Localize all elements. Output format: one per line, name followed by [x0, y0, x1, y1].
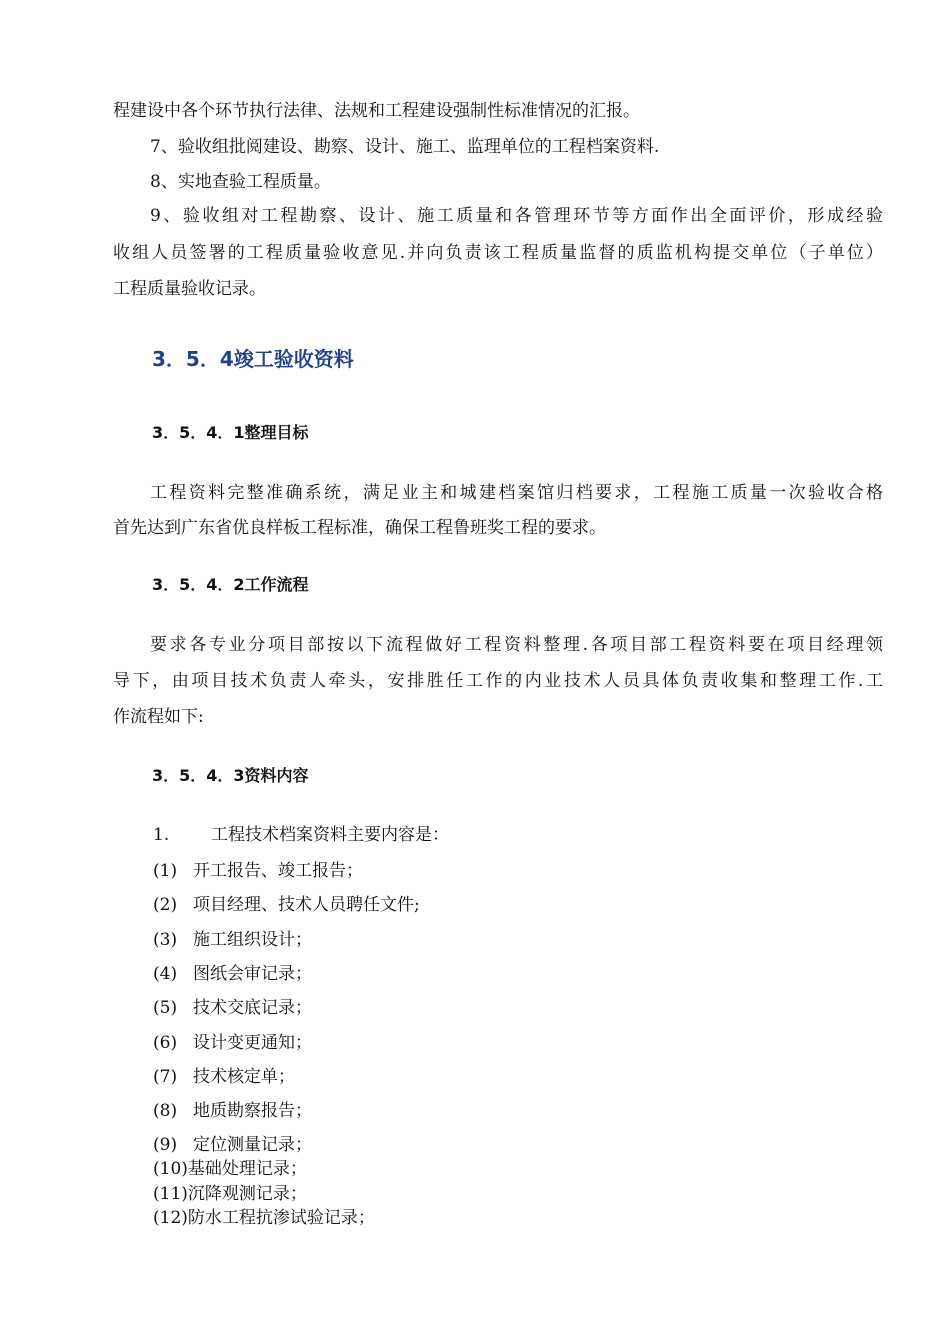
- paragraph-line: 程建设中各个环节执行法律、法规和工程建设强制性标准情况的汇报。: [113, 101, 640, 121]
- paragraph-line: 工程质量验收记录。: [113, 279, 266, 299]
- paragraph-line: 收组人员签署的工程质量验收意见.并向负责该工程质量监督的质监机构提交单位（子单位）: [113, 243, 883, 263]
- subsection-heading: 3．5．4．1整理目标: [152, 423, 309, 442]
- list-item: [153, 998, 312, 1018]
- paragraph-line: 工程资料完整准确系统，满足业主和城建档案馆归档要求，工程施工质量一次验收合格: [150, 483, 883, 503]
- list-item-text: 技术交底记录；: [193, 998, 312, 1018]
- paragraph-line: 7、验收组批阅建设、勘察、设计、施工、监理单位的工程档案资料.: [150, 137, 660, 157]
- paragraph-line: 导下，由项目技术负责人牵头，安排胜任工作的内业技术人员具体负责收集和整理工作.工: [113, 671, 883, 691]
- paragraph-line: 首先达到广东省优良样板工程标准，确保工程鲁班奖工程的要求。: [113, 518, 606, 538]
- list-item-number: (2): [153, 895, 178, 915]
- list-item: (10)基础处理记录；: [153, 1159, 307, 1179]
- list-item: [153, 1033, 312, 1053]
- paragraph-line: 要求各专业分项目部按以下流程做好工程资料整理.各项目部工程资料要在项目经理领: [150, 635, 883, 655]
- list-item-text: 设计变更通知；: [193, 1033, 312, 1053]
- subsection-heading: 3．5．4．3资料内容: [152, 766, 309, 785]
- paragraph-line: 作流程如下:: [113, 707, 204, 727]
- list-item-text: 项目经理、技术人员聘任文件;: [193, 895, 420, 915]
- list-item: [153, 825, 449, 845]
- list-item: [153, 861, 363, 881]
- list-item-text: 地质勘察报告；: [193, 1101, 312, 1121]
- list-item-number: (9): [153, 1135, 178, 1155]
- list-item-text: 施工组织设计；: [193, 930, 312, 950]
- list-item-number: (4): [153, 964, 178, 984]
- list-item: (11)沉降观测记录；: [153, 1184, 307, 1204]
- list-item: [153, 895, 420, 915]
- paragraph-line: 8、实地查验工程质量。: [150, 172, 331, 192]
- list-item-text: 定位测量记录；: [193, 1135, 312, 1155]
- list-item-number: (3): [153, 930, 178, 950]
- list-item-number: (6): [153, 1033, 178, 1053]
- list-item-text: 技术核定单；: [193, 1067, 295, 1087]
- list-item-number: (8): [153, 1101, 178, 1121]
- list-item: [153, 1067, 295, 1087]
- list-item: [153, 1135, 312, 1155]
- list-item-text: 图纸会审记录；: [193, 964, 312, 984]
- list-item-text: 开工报告、竣工报告；: [193, 861, 363, 881]
- list-item-number: (7): [153, 1067, 178, 1087]
- list-item-number: (1): [153, 861, 178, 881]
- paragraph-line: 9、验收组对工程勘察、设计、施工质量和各管理环节等方面作出全面评价，形成经验: [150, 206, 883, 226]
- list-item: [153, 1101, 312, 1121]
- subsection-heading: 3．5．4．2工作流程: [152, 575, 309, 594]
- list-item-number: (5): [153, 998, 178, 1018]
- list-item-number: 1.: [153, 825, 170, 845]
- section-heading: 3．5．4竣工验收资料: [152, 347, 354, 371]
- list-item: (12)防水工程抗渗试验记录；: [153, 1208, 375, 1228]
- list-item-text: 工程技术档案资料主要内容是：: [211, 825, 449, 845]
- list-item: [153, 930, 312, 950]
- list-item: [153, 964, 312, 984]
